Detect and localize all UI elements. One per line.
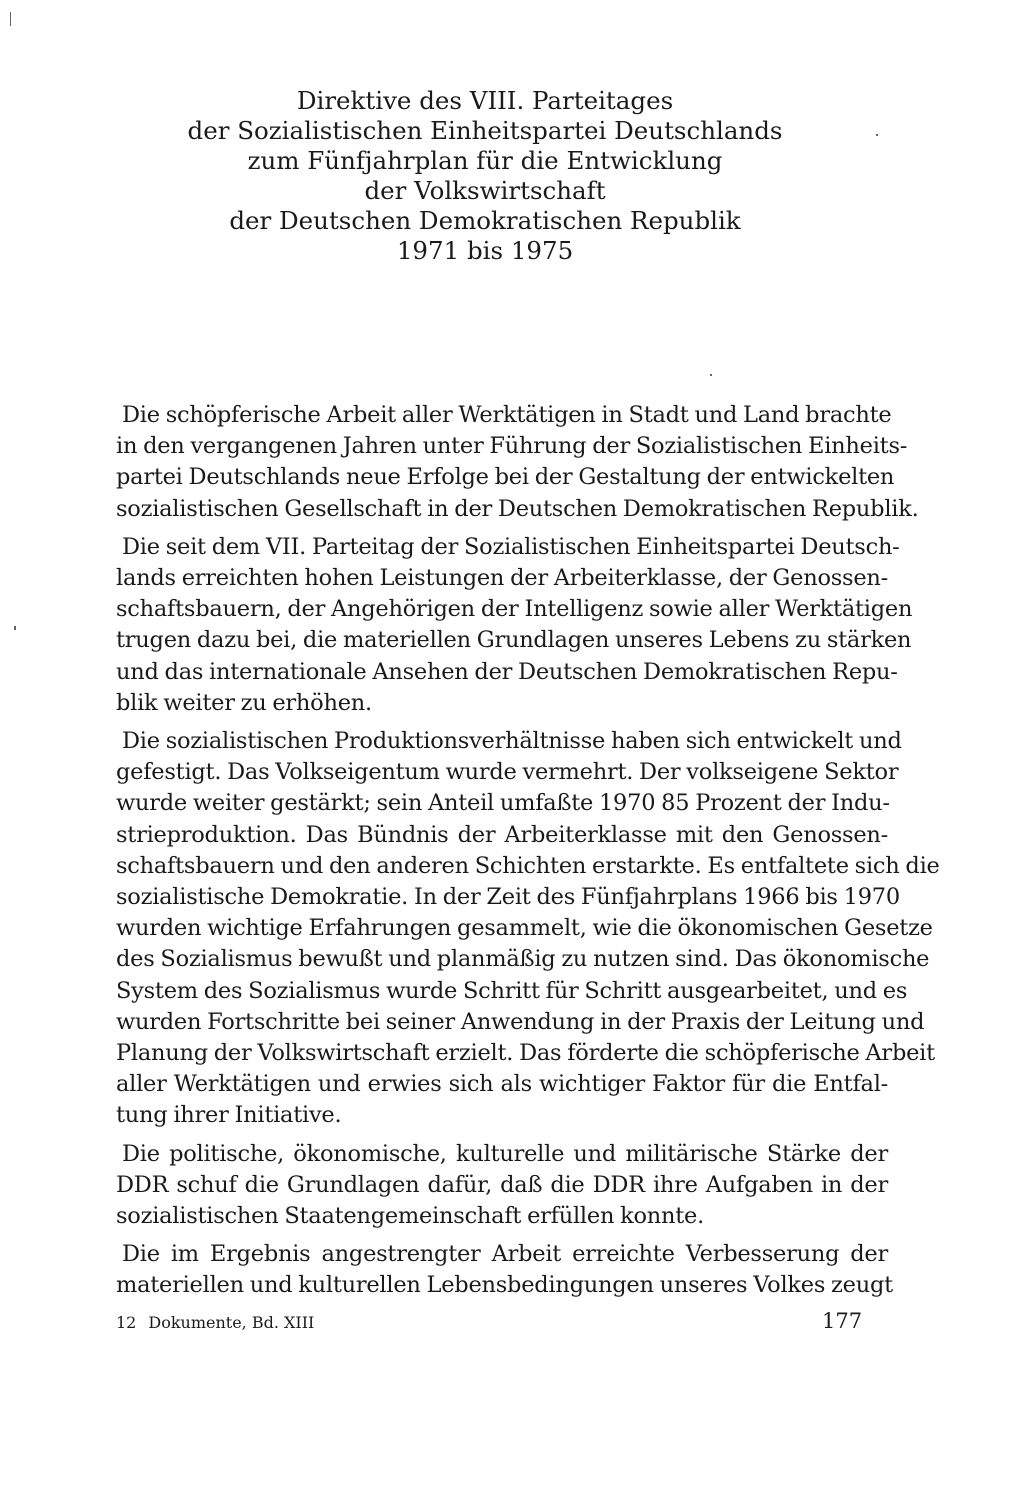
scan-speck	[14, 626, 16, 630]
title-line: 1971 bis 1975	[396, 236, 574, 265]
text-line: schaftsbauern und den anderen Schichten erstarkte. Es entfaltete sich die	[116, 852, 940, 879]
text-line: partei Deutschlands neue Erfolge bei der Gestaltung der entwickelten	[116, 464, 895, 491]
signature-text: Dokumente, Bd. XIII	[148, 1313, 315, 1332]
document-title	[160, 86, 810, 266]
scan-speck	[876, 134, 878, 136]
scan-speck	[710, 374, 712, 376]
title-line: der Volkswirtschaft	[364, 176, 606, 205]
text-line: wurden Fortschritte bei seiner Anwendung in der Praxis der Leitung und	[116, 1008, 925, 1035]
paragraph	[116, 1239, 893, 1301]
text-line: wurden wichtige Erfahrungen gesammelt, wie die ökonomischen Gesetze	[116, 915, 933, 942]
signature-number: 12	[116, 1313, 137, 1332]
paragraph	[116, 726, 940, 1132]
text-line: gefestigt. Das Volkseigentum wurde vermehrt. Der volkseigene Sektor	[116, 759, 899, 786]
paragraph	[116, 1139, 888, 1233]
scan-speck	[10, 12, 11, 26]
text-line: Planung der Volkswirtschaft erzielt. Das förderte die schöpferische Arbeit	[116, 1040, 935, 1067]
text-line: blik weiter zu erhöhen.	[116, 689, 372, 716]
text-line: Die seit dem VII. Parteitag der Sozialistischen Einheitspartei Deutsch-	[122, 533, 900, 560]
text-line: des Sozialismus bewußt und planmäßig zu nutzen sind. Das ökonomische	[116, 946, 930, 973]
text-line: Die schöpferische Arbeit aller Werktätigen in Stadt und Land brachte	[122, 402, 892, 428]
text-line: strieproduktion. Das Bündnis der Arbeiterklasse mit den Genossen-	[116, 821, 888, 848]
text-line: sozialistische Demokratie. In der Zeit des Fünfjahrplans 1966 bis 1970	[116, 884, 900, 911]
title-line: der Deutschen Demokratischen Republik	[229, 206, 741, 235]
text-line: und das internationale Ansehen der Deutschen Demokratischen Repu-	[116, 658, 898, 685]
title-line: Direktive des VIII. Parteitages	[296, 86, 674, 115]
body-text	[116, 400, 940, 1309]
text-line: Die im Ergebnis angestrengter Arbeit erreichte Verbesserung der	[122, 1241, 888, 1268]
text-line: tung ihrer Initiative.	[116, 1102, 342, 1129]
text-line: DDR schuf die Grundlagen dafür, daß die DDR ihre Aufgaben in der	[116, 1171, 888, 1198]
text-line: schaftsbauern, der Angehörigen der Intelligenz sowie aller Werktätigen	[116, 596, 913, 623]
text-line: sozialistischen Staatengemeinschaft erfüllen konnte.	[116, 1203, 705, 1230]
text-line: trugen dazu bei, die materiellen Grundlagen unseres Lebens zu stärken	[116, 627, 912, 654]
text-line: System des Sozialismus wurde Schritt für Schritt ausgearbeitet, und es	[116, 977, 908, 1004]
paragraph	[116, 400, 919, 525]
text-line: materiellen und kulturellen Lebensbedingungen unseres Volkes zeugt	[116, 1272, 893, 1299]
text-line: lands erreichten hohen Leistungen der Arbeiterklasse, der Genossen-	[116, 565, 888, 592]
text-line: Die politische, ökonomische, kulturelle und militärische Stärke der	[122, 1140, 888, 1167]
text-line: Die sozialistischen Produktionsverhältnisse haben sich entwickelt und	[122, 728, 902, 755]
text-line: aller Werktätigen und erwies sich als wichtiger Faktor für die Entfal-	[116, 1071, 888, 1098]
text-line: wurde weiter gestärkt; sein Anteil umfaßte 1970 85 Prozent der Indu-	[116, 790, 890, 817]
title-line: der Sozialistischen Einheitspartei Deutschlands	[187, 116, 783, 145]
paragraph	[116, 532, 913, 719]
signature-line	[116, 1313, 314, 1333]
text-line: in den vergangenen Jahren unter Führung der Sozialistischen Einheits-	[116, 433, 908, 460]
page-number: 177	[822, 1309, 863, 1333]
text-line: sozialistischen Gesellschaft in der Deutschen Demokratischen Republik.	[116, 495, 919, 522]
title-line: zum Fünfjahrplan für die Entwicklung	[247, 146, 723, 175]
